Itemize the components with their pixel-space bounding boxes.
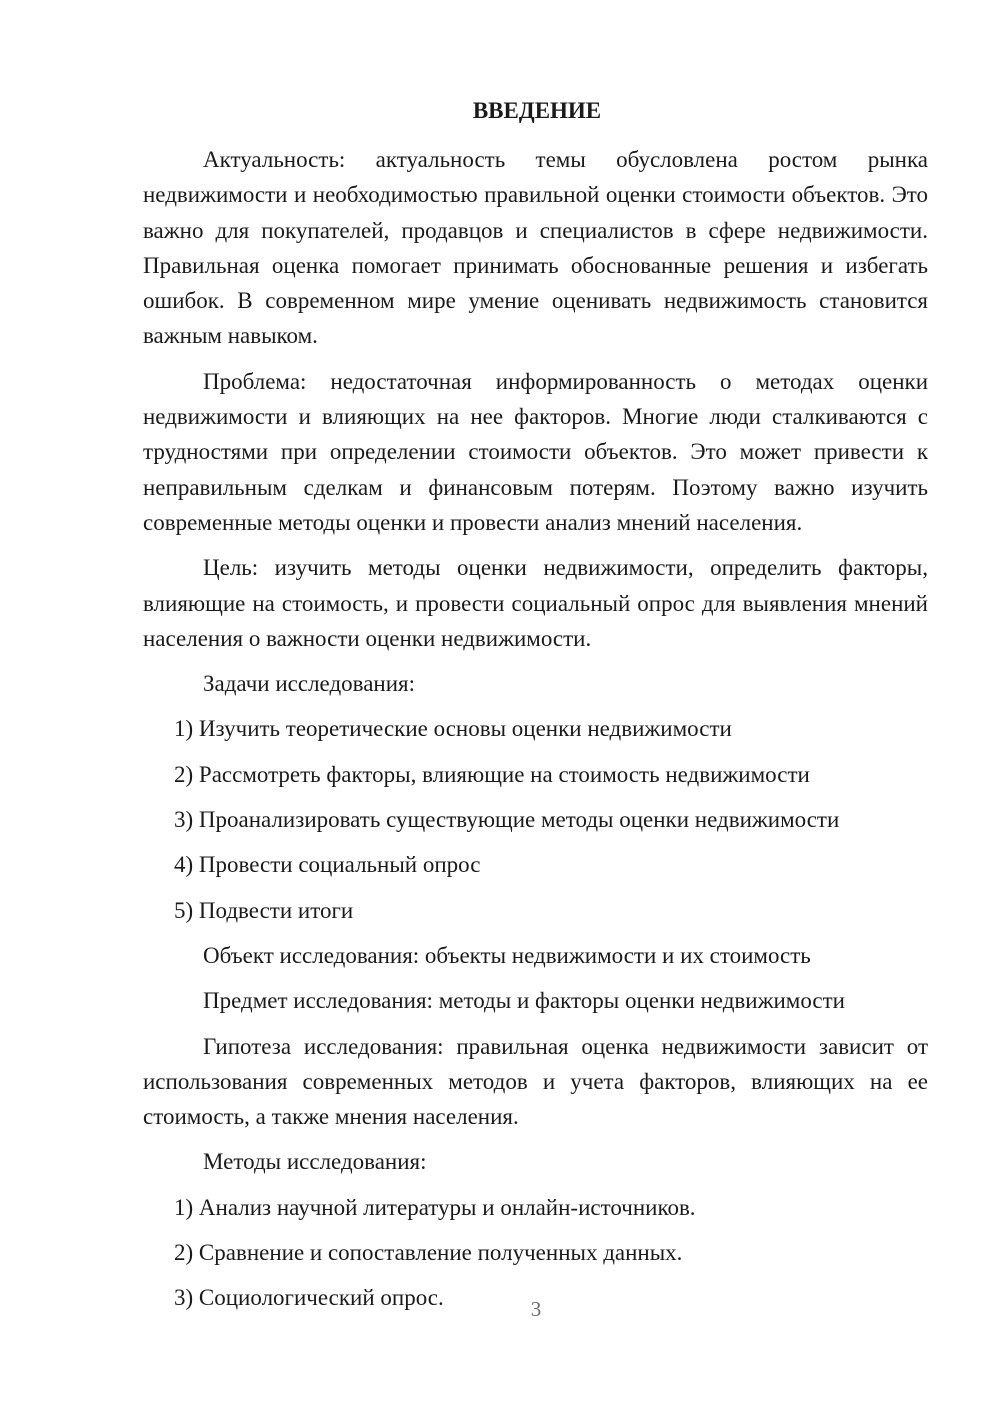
method-item: 3) Социологический опрос. — [174, 1285, 444, 1311]
method-item: 1) Анализ научной литературы и онлайн-источников. — [174, 1194, 696, 1220]
relevance-paragraph: Актуальность: актуальность темы обусловлена ростом рынка недвижимости и необходимостью правильной оценки стоимости объектов. Это важно для покупателей, продавцов и специалистов в сфере недвижимости. Правильная оценка помогает принимать обоснованные решения и избегать ошибок. В современном мире умение оценивать недвижимость становится важным навыком. — [143, 147, 928, 349]
methods-heading: Методы исследования: — [203, 1149, 427, 1175]
document-page — [143, 93, 928, 1326]
task-item: 5) Подвести итоги — [174, 897, 354, 923]
page-number: 3 — [530, 1297, 542, 1321]
task-item: 3) Проанализировать существующие методы оценки недвижимости — [174, 807, 840, 833]
task-item: 2) Рассмотреть факторы, влияющие на стоимость недвижимости — [174, 761, 810, 787]
object-line: Объект исследования: объекты недвижимости и их стоимость — [203, 942, 811, 968]
task-item: 4) Провести социальный опрос — [174, 852, 481, 878]
task-item: 1) Изучить теоретические основы оценки недвижимости — [174, 716, 732, 742]
hypothesis-paragraph: Гипотеза исследования: правильная оценка недвижимости зависит от использования современных методов и учета факторов, влияющих на ее стоимость, а также мнения населения. — [143, 1033, 928, 1130]
subject-line: Предмет исследования: методы и факторы оценки недвижимости — [203, 988, 845, 1014]
goal-paragraph: Цель: изучить методы оценки недвижимости, определить факторы, влияющие на стоимость, и провести социальный опрос для выявления мнений населения о важности оценки недвижимости. — [143, 555, 928, 651]
problem-paragraph: Проблема: недостаточная информированность о методах оценки недвижимости и влияющих на нее факторов. Многие люди сталкиваются с трудностями при определении стоимости объектов. Это может привести к неправильным сделкам и финансовым потерям. Поэтому важно изучить современные методы оценки и провести анализ мнений населения. — [143, 368, 928, 535]
method-item: 2) Сравнение и сопоставление полученных данных. — [174, 1240, 683, 1266]
page-title: ВВЕДЕНИЕ — [472, 98, 602, 123]
tasks-heading: Задачи исследования: — [203, 671, 416, 697]
